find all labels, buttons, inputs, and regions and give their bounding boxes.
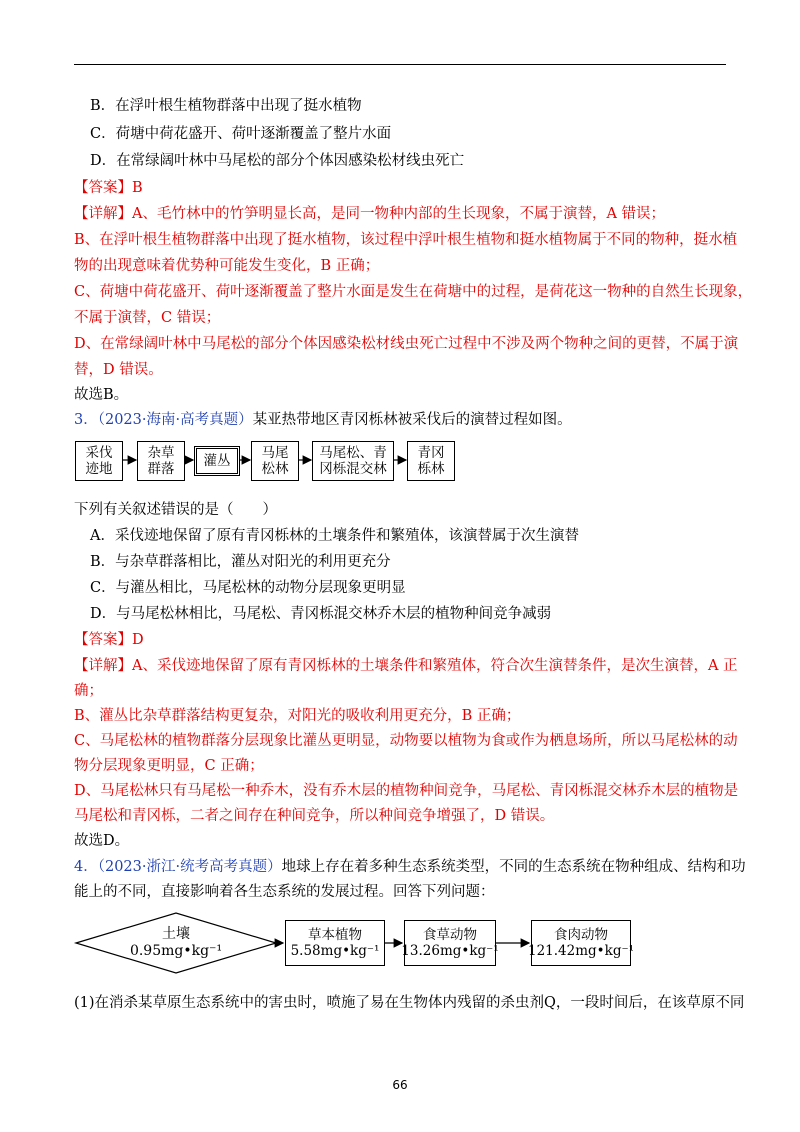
chain-box-label: 食草动物 bbox=[423, 927, 477, 943]
q3-conclusion: 故选D。 bbox=[74, 833, 130, 849]
chain-box-label: 草本植物 bbox=[308, 927, 362, 943]
q4-subquestion-1: (1)在消杀某草原生态系统中的害虫时，喷施了易在生物体内残留的杀虫剂Q，一段时间后，在该草原不同 bbox=[74, 995, 745, 1011]
q3-source: （2023·海南·高考真题） bbox=[97, 412, 253, 428]
flow-box-text: 马尾 bbox=[261, 445, 289, 461]
q4-source: （2023·浙江·统考高考真题） bbox=[97, 859, 282, 875]
flow-box-text: 松林 bbox=[261, 461, 289, 477]
q2-answer: 【答案】B bbox=[74, 180, 143, 196]
flow-box-text: 灌丛 bbox=[203, 453, 231, 469]
q3-prompt: 下列有关叙述错误的是（ ） bbox=[74, 502, 277, 518]
chain-box-value: 5.58mg•kg⁻¹ bbox=[290, 943, 380, 959]
q3-explanation-line: D、马尾松林只有马尾松一种乔木，没有乔木层的植物种间竞争，马尾松、青冈栎混交林乔木层的植物是 bbox=[74, 783, 739, 799]
chain-box-herbaceous bbox=[285, 920, 385, 966]
chain-box-herbivore bbox=[401, 920, 499, 966]
flow-box-text: 杂草 bbox=[147, 445, 175, 461]
q2-explanation-line: 【详解】A、毛竹林中的竹笋明显长高，是同一物种内部的生长现象，不属于演替，A 错误； bbox=[74, 206, 666, 222]
chain-box-carnivore bbox=[528, 920, 635, 966]
flow-box-text: 群落 bbox=[147, 461, 175, 477]
page-number: 66 bbox=[392, 1078, 408, 1092]
q3-stem-text: 某亚热带地区青冈栎林被采伐后的演替过程如图。 bbox=[252, 412, 572, 428]
q3-explanation-line: 【详解】A、采伐迹地保留了原有青冈栎林的土壤条件和繁殖体，符合次生演替条件，是次生演替，A 正 bbox=[74, 658, 738, 674]
flow-box-text: 青冈 bbox=[417, 445, 445, 461]
soil-label-group bbox=[116, 926, 236, 960]
q2-option-c: C．荷塘中荷花盛开、荷叶逐渐覆盖了整片水面 bbox=[90, 126, 392, 142]
q4-stem-text: 地球上存在着多种生态系统类型，不同的生态系统在物种组成、结构和功 bbox=[281, 859, 746, 875]
chain-box-value: 13.26mg•kg⁻¹ bbox=[401, 943, 499, 959]
q2-explanation-line: 物的出现意味着优势种可能发生变化，B 正确； bbox=[74, 258, 380, 274]
q2-explanation-line: B、在浮叶根生植物群落中出现了挺水植物，该过程中浮叶根生植物和挺水植物属于不同的物种，挺水植 bbox=[74, 232, 738, 248]
flow-box-text: 冈栎混交林 bbox=[319, 461, 387, 477]
q2-explanation-line: C、荷塘中荷花盛开、荷叶逐渐覆盖了整片水面是发生在荷塘中的过程，是荷花这一物种的自然生长现象， bbox=[74, 284, 753, 300]
q3-number: 3． bbox=[74, 412, 98, 428]
q3-explanation-line: 物分层现象更明显，C 正确； bbox=[74, 758, 264, 774]
q3-option-d: D．与马尾松林相比，马尾松、青冈栎混交林乔木层的植物种间竞争减弱 bbox=[90, 606, 552, 622]
chain-box-value: 121.42mg•kg⁻¹ bbox=[528, 943, 635, 959]
q2-option-b: B．在浮叶根生植物群落中出现了挺水植物 bbox=[90, 98, 362, 114]
soil-label: 土壤 bbox=[162, 926, 190, 942]
q3-explanation-line: 马尾松和青冈栎，二者之间存在种间竞争，所以种间竞争增强了，D 错误。 bbox=[74, 808, 555, 824]
q2-explanation-line: 不属于演替，C 错误； bbox=[74, 310, 221, 326]
q2-explanation-line: 替，D 错误。 bbox=[74, 362, 163, 378]
flow-box-text: 栎林 bbox=[417, 461, 445, 477]
q2-option-d: D．在常绿阔叶林中马尾松的部分个体因感染松材线虫死亡 bbox=[90, 153, 465, 169]
q3-explanation-line: 确； bbox=[74, 683, 103, 699]
q3-answer: 【答案】D bbox=[74, 632, 144, 648]
q3-explanation-line: C、马尾松林的植物群落分层现象比灌丛更明显，动物要以植物为食或作为栖息场所，所以马尾松林的动 bbox=[74, 733, 738, 749]
q4-number: 4． bbox=[74, 859, 98, 875]
q4-stem-cont: 能上的不同，直接影响着各生态系统的发展过程。回答下列问题： bbox=[74, 884, 495, 900]
q3-option-b: B．与杂草群落相比，灌丛对阳光的利用更充分 bbox=[90, 554, 391, 570]
soil-value: 0.95mg•kg⁻¹ bbox=[129, 943, 223, 959]
q2-conclusion: 故选B。 bbox=[74, 387, 129, 403]
flow-box-text: 迹地 bbox=[85, 461, 113, 477]
q4-stem bbox=[74, 857, 746, 877]
q3-option-c: C．与灌丛相比，马尾松林的动物分层现象更明显 bbox=[90, 580, 406, 596]
q3-option-a: A．采伐迹地保留了原有青冈栎林的土壤条件和繁殖体，该演替属于次生演替 bbox=[90, 528, 579, 544]
chain-box-label: 食肉动物 bbox=[554, 927, 608, 943]
flow-box-text: 马尾松、青 bbox=[319, 445, 387, 461]
q3-explanation-line: B、灌丛比杂草群落结构更复杂，对阳光的吸收利用更充分，B 正确； bbox=[74, 708, 521, 724]
flow-box-text: 采伐 bbox=[85, 445, 113, 461]
q2-explanation-line: D、在常绿阔叶林中马尾松的部分个体因感染松材线虫死亡过程中不涉及两个物种之间的更替，不属于演 bbox=[74, 336, 739, 352]
